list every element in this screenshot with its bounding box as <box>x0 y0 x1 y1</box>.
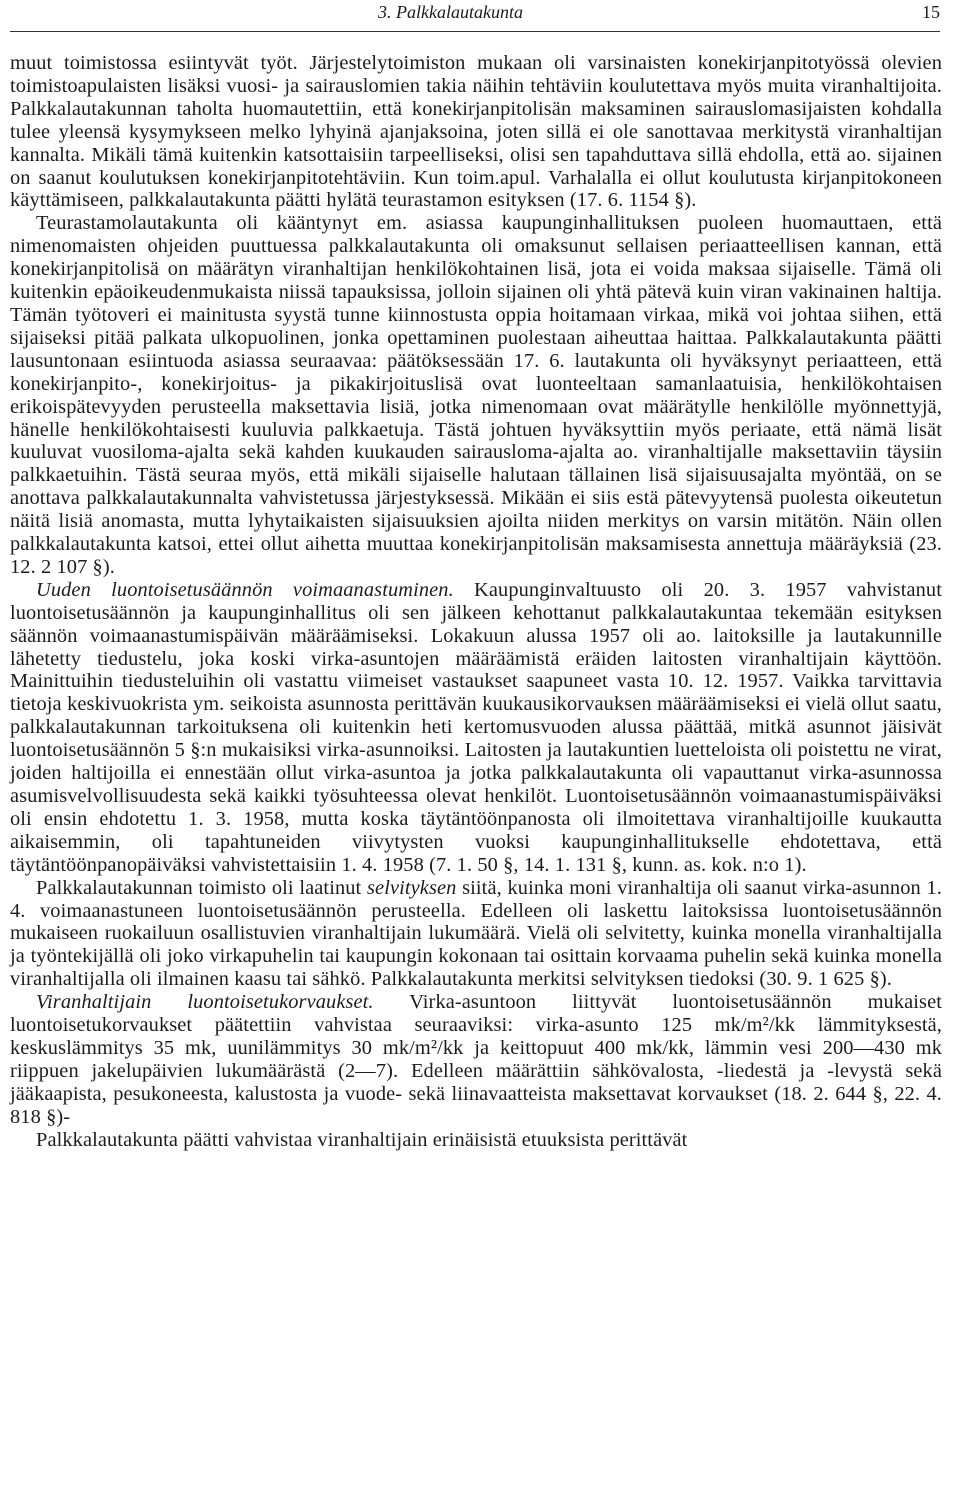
paragraph-2: Teurastamolautakunta oli kääntynyt em. asiassa kaupunginhallituksen puoleen huomauttaen, että nimenomaisten ohjeiden puuttuessa palkkalautakunta oli omaksunut sellaisen periaatteellisen kannan, että konekirjanpitolisä on määrätyn viranhaltijan henkilökohtainen lisä, jota ei voida maksaa sijaiselle. Tämä oli kuitenkin epäoikeudenmukaista niissä tapauksissa, jolloin sijainen oli yhtä pätevä kuin viran vakinainen haltija. Tämän työtoveri ei mainitusta syystä tunne kiinnostusta oppia hoitamaan virkaa, mikä voi johtaa siihen, että sijaiseksi pitää palkata ulkopuolinen, jonka opettaminen puolestaan aiheuttaa haittaa. Palkkalautakunta päätti lausuntonaan esiintuoda asiassa seuraavaa: päätöksessään 17. 6. lautakunta oli hyväksynyt periaatteen, että konekirjanpito-, konekirjoitus- ja pikakirjoituslisä ovat luonteeltaan samanlaatuisia, henkilökohtaisen erikoispätevyyden perusteella maksettavia lisiä, jotka nimenomaan ovat määrätylle henkilölle myönnettyjä, hänelle henkilökohtaisesti kuuluvia palkkaetuja. Tästä johtuen hyväksyttiin myös periaate, että nämä lisät kuuluvat vuosiloma-ajalta sekä kahden kuukauden sairausloma-ajalta ao. viranhaltijalle maksettaviin täysiin palkkaetuihin. Tästä seuraa myös, että mikäli sijaiselle halutaan tällainen lisä sijaisuusajalta myöntää, on se anottava palkkalautakunnalta vahvistetussa järjestyksessä. Mikään ei siis estä pätevyytensä puolesta oikeutetun näitä lisiä anomasta, mutta lyhytaikaisten sijaisuuksien ajoilta niiden merkitys on varsin mitätön. Näin ollen palkkalautakunta katsoi, ettei ollut aihetta muuttaa konekirjanpitolisän maksamisesta annettuja määräyksiä (23. 12. 2 107 §). <box>10 212 942 578</box>
paragraph-4 <box>10 877 942 992</box>
paragraph-6: Palkkalautakunta päätti vahvistaa viranhaltijain erinäisistä etuuksista perittävät <box>36 1128 688 1151</box>
page-number: 15 <box>922 2 940 22</box>
section-heading-luontoisetukorvaukset: Viranhaltijain luontoisetukorvaukset. <box>36 991 374 1014</box>
running-title: 3. Palkkalautakunta <box>378 2 523 22</box>
paragraph-4-text-b: siitä, kuinka moni viranhaltija oli saanut virka-asunnon 1. 4. voimaanastuneen luontoisetusäännön perusteella. Edelleen oli laskettu laitoksissa luontoisetusäännön mukaiseen ruokailuun osallistuvien viranhaltijain lukumäärä. Vielä oli selvitetty, kuinka monella viranhaltijalla ja työntekijällä oli joko virkapuhelin tai kaupungin kokonaan tai osittain korvaama puhelin sekä kuinka monella viranhaltijalla oli ilmainen kaasu tai sähkö. Palkkalautakunta merkitsi selvityksen tiedoksi (30. 9. 1 625 §). <box>10 876 942 991</box>
paragraph-5-text: Virka-asuntoon liittyvät luontoisetusäännön mukaiset luontoisetukorvaukset päätettiin vahvistaa seuraaviksi: virka-asunto 125 mk/m²/kk lämmityksestä, keskuslämmitys 35 mk, uunilämmitys 30 mk/m²/kk ja keittopuut 400 mk/kk, lämmin vesi 200—430 mk riippuen jakelupäivien lukumäärästä (2—7). Edelleen määrättiin sähkövalosta, -liedestä ja -levystä sekä jääkaapista, pesukoneesta, kalustosta ja vuode- sekä liinavaatteista maksettavat korvaukset (18. 2. 644 §, 22. 4. 818 §)- <box>10 991 942 1128</box>
emphasis-selvityksen: selvityksen <box>367 876 457 899</box>
paragraph-5 <box>10 991 942 1128</box>
section-heading-luontoisetussaanto: Uuden luontoisetusäännön voimaanastuminen. <box>36 578 454 601</box>
header-rule <box>10 31 940 32</box>
paragraph-1: muut toimistossa esiintyvät työt. Järjestelytoimiston mukaan oli varsinaisten konekirjanpitotyössä olevien toimistoapulaisten lisäksi vuosi- ja sairauslomien takia näihin tehtäviin koulutettava myös muita viranhaltijoita. Palkkalautakunnan taholta huomautettiin, että konekirjanpitolisän maksaminen sairauslomasijaisten kohdalla tulee yleensä kysymykseen melko lyhyinä ajanjaksoina, joten sillä ei ole sanottavaa merkitystä viranhaltijan kannalta. Mikäli tämä kuitenkin katsottaisiin tarpeelliseksi, olisi sen tapahduttava sillä ehdolla, että ao. sijainen on saanut koulutuksen konekirjanpitotehtäviin. Kun toim.apul. Varhalalla ei ollut koulutusta kirjanpitokoneen käyttämiseen, palkkalautakunta päätti hylätä teurastamon esityksen (17. 6. 1154 §). <box>10 52 942 212</box>
body-text <box>10 52 942 1152</box>
paragraph-3 <box>10 579 942 877</box>
paragraph-3-text: Kaupunginvaltuusto oli 20. 3. 1957 vahvistanut luontoisetusäännön ja kaupunginhallitus oli sen jälkeen kehottanut palkkalautakuntaa tekemään esityksen säännön voimaanastumispäivän määräämiseksi. Lokakuun alussa 1957 oli ao. laitoksille ja lautakunnille lähetetty tiedustelu, joka koski virka-asuntojen määräämistä eräiden laitosten viranhaltijain käyttöön. Mainittuihin tiedusteluihin oli vastattu viimeiset vastaukset saapuneet vasta 10. 12. 1957. Vaikka tarvittavia tietoja keskivuokrista ym. seikoista asunnosta perittävän kuukausikorvauksen määräämiseksi ei vielä ollut saatu, palkkalautakunnan tarkoituksena oli kuitenkin heti kertomusvuoden alussa päättää, mitkä asunnot jäisivät luontoisetusäännön 5 §:n mukaisiksi virka-asunnoiksi. Laitosten ja lautakuntien luetteloista oli poistettu ne virat, joiden haltijoilla ei ennestään ollut virka-asuntoa ja jotka palkkalautakunta oli vapauttanut virka-asunnossa asumisvelvollisuudesta sekä kaikki työsuhteessa olevat henkilöt. Luontoisetusäännön voimaanastumispäiväksi oli ensin ehdotettu 1. 3. 1958, mutta koska täytäntöönpanosta oli ilmoitettava viranhaltijoille kuukautta aikaisemmin, oli tapahtuneiden viivytysten vuoksi kaupunginhallitukselle ehdotettava, että täytäntöönpanopäiväksi vahvistettaisiin 1. 4. 1958 (7. 1. 50 §, 14. 1. 131 §, kunn. as. kok. n:o 1). <box>10 578 942 876</box>
paragraph-4-text-a: Palkkalautakunnan toimisto oli laatinut <box>36 876 368 899</box>
running-header <box>10 0 940 30</box>
